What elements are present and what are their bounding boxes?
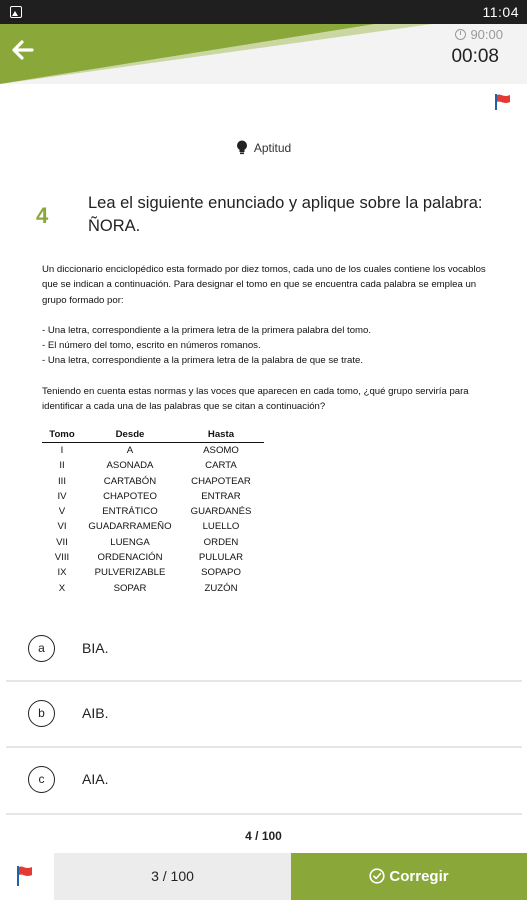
table-cell: CARTABÓN <box>103 475 157 487</box>
image-notification-icon <box>10 6 22 18</box>
statement-rule: - Una letra, correspondiente a la primera letra de la palabra de que se trate. <box>42 355 364 367</box>
app-header <box>0 24 527 84</box>
table-cell: LUENGA <box>110 536 150 548</box>
table-cell: CHAPOTEO <box>103 490 157 502</box>
flag-icon <box>15 865 35 887</box>
table-cell: I <box>60 445 64 456</box>
check-circle-icon <box>369 856 385 903</box>
table-row <box>42 443 264 459</box>
table-cell: V <box>58 506 66 518</box>
bottom-toolbar <box>0 853 527 900</box>
correct-submit-button[interactable] <box>291 853 527 900</box>
table-row <box>42 489 264 504</box>
table-header: Desde <box>82 428 178 443</box>
table-row <box>42 474 264 489</box>
total-time-value: 90:00 <box>470 27 503 42</box>
option-divider <box>6 813 522 815</box>
option-letter-badge: b <box>28 700 55 727</box>
tomo-table <box>42 428 264 596</box>
statement-intro: Un diccionario enciclopédico esta formado por diez tomos, cada uno de los cuales contiene los vocablos que se indican a continuación. Para designar el tomo en que se encuentra cada palabra se emplea un grupo formado por: <box>42 264 486 306</box>
table-cell: III <box>58 475 66 487</box>
category-label: Aptitud <box>253 141 292 155</box>
table-row <box>42 519 264 534</box>
table-cell: ZUZÓN <box>204 582 238 594</box>
flag-question-button[interactable] <box>0 853 54 900</box>
option-text: AIA. <box>82 771 109 787</box>
answer-option-a[interactable] <box>6 617 522 681</box>
clock-icon <box>455 29 466 40</box>
table-row <box>42 550 264 565</box>
table-cell: ASONADA <box>106 460 154 472</box>
table-header: Tomo <box>42 428 82 443</box>
question-number: 4 <box>36 203 49 228</box>
back-arrow-icon[interactable] <box>8 36 36 64</box>
statement-question: Teniendo en cuenta estas normas y las voces que aparecen en cada tomo, ¿qué grupo serviría para identificar a cada una de las palabras que se citan a continuación? <box>42 385 469 413</box>
table-cell: VI <box>57 521 67 533</box>
table-cell: LUELLO <box>202 521 240 533</box>
table-row <box>42 581 264 596</box>
table-row <box>42 535 264 550</box>
statement-rule: - Una letra, correspondiente a la primera letra de la primera palabra del tomo. <box>42 324 372 336</box>
table-cell: VII <box>56 536 68 548</box>
table-cell: PULULAR <box>198 552 244 564</box>
elapsed-time: 00:08 <box>451 46 499 67</box>
status-time: 11:04 <box>482 4 519 20</box>
table-cell: VIII <box>54 552 70 564</box>
table-cell: CHAPOTEAR <box>191 475 251 487</box>
table-cell: ORDEN <box>203 536 239 548</box>
option-letter-badge: a <box>28 635 55 662</box>
option-text: AIB. <box>82 705 109 721</box>
table-row <box>42 565 264 580</box>
answer-option-c[interactable] <box>6 748 522 812</box>
option-text: BIA. <box>82 640 109 656</box>
table-cell: ENTRÁTICO <box>102 506 158 518</box>
statement-rule: - El número del tomo, escrito en números romanos. <box>42 340 261 352</box>
answered-count-button[interactable]: 3 / 100 <box>54 853 291 900</box>
table-cell: GUADARRAMEÑO <box>88 521 172 533</box>
table-row <box>42 458 264 473</box>
answer-option-b[interactable] <box>6 682 522 746</box>
table-cell: ENTRAR <box>201 490 241 502</box>
table-cell: IX <box>57 567 67 579</box>
table-cell: GUARDANÉS <box>190 506 252 518</box>
question-progress: 4 / 100 <box>245 829 282 843</box>
table-cell: SOPAR <box>113 582 147 594</box>
table-cell: II <box>59 460 65 472</box>
table-cell: PULVERIZABLE <box>94 567 166 579</box>
table-header: Hasta <box>178 428 264 443</box>
table-cell: CARTA <box>205 460 237 472</box>
table-cell: ASOMO <box>203 445 239 456</box>
table-cell: X <box>58 582 66 594</box>
option-letter-badge: c <box>28 766 55 793</box>
status-bar <box>0 0 527 24</box>
lightbulb-icon <box>236 140 248 158</box>
question-category <box>0 140 527 158</box>
question-statement <box>42 262 490 414</box>
report-flag-icon[interactable] <box>493 93 513 116</box>
table-cell: A <box>126 445 134 456</box>
table-cell: SOPAPO <box>201 567 241 579</box>
question-title: Lea el siguiente enunciado y aplique sobre la palabra: ÑORA. <box>88 194 483 235</box>
submit-label: Corregir <box>389 868 449 885</box>
table-cell: IV <box>57 490 67 502</box>
table-row <box>42 504 264 519</box>
header-accent-band <box>0 24 527 84</box>
total-time <box>455 27 503 42</box>
table-cell: ORDENACIÓN <box>97 552 163 564</box>
